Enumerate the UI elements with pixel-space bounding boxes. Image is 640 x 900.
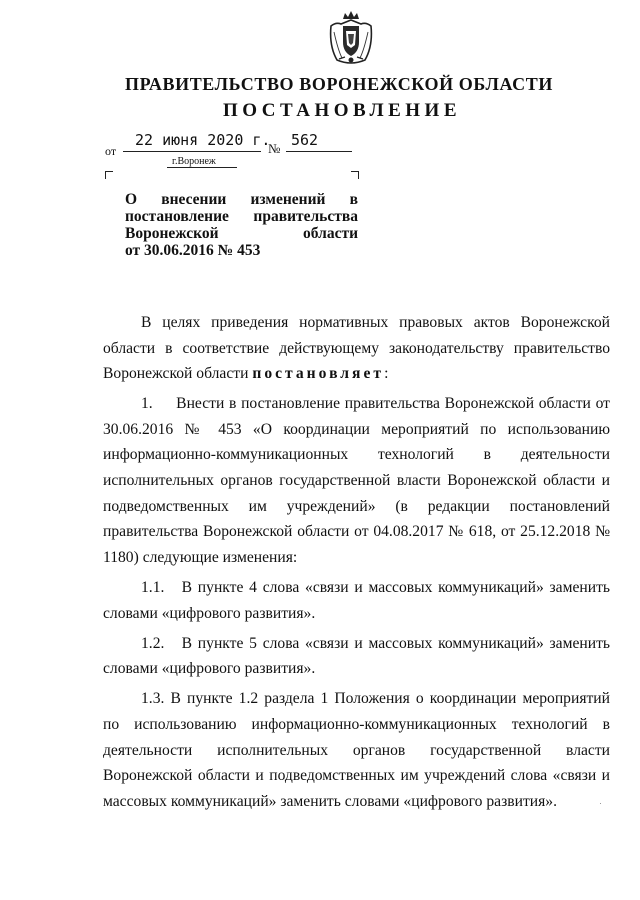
item-1-2-paragraph: 1.2. В пункте 5 слова «связи и массовых коммуникаций» заменить словами «цифрового развития». <box>103 634 610 678</box>
city-underline <box>167 167 237 168</box>
date-underline <box>123 151 261 152</box>
decree-word: постановляет <box>252 365 385 383</box>
item-1-3-paragraph: 1.3. В пункте 1.2 раздела 1 Положения о координации мероприятий по использованию информационно-коммуникационных технологий в деятельности исполнительных органов государственной власти Воронежской области и подведомственных им учреждений слова «связи и массовых коммуникаций» заменить словами «цифрового развития». <box>103 690 610 810</box>
date-value: 22 июня 2020 г. <box>135 131 271 149</box>
subject-line: О внесении изменений в <box>125 191 358 208</box>
item-1-1-paragraph: 1.1. В пункте 4 слова «связи и массовых коммуникаций» заменить словами «цифрового развития». <box>103 578 610 622</box>
number-value: 562 <box>291 131 319 149</box>
number-underline <box>286 151 352 152</box>
intro-text: В целях приведения нормативных правовых актов Воронежской области в соответствие действующему законодательству правительство Воронежской области <box>103 314 610 383</box>
date-prefix: от <box>105 144 117 158</box>
item-1-paragraph: 1. Внести в постановление правительства Воронежской области от 30.06.2016 № 453 «О координации мероприятий по использованию информационно-коммуникационных технологий в деятельности исполнительных органов государственной власти Воронежской области и подведомственных им учреждений» (в редакции постановлений правительства Воронежской области от 04.08.2017 № 618, от 25.12.2018 № 1180) следующие изменения: <box>103 395 610 566</box>
subject-line: Воронежской области <box>125 225 358 242</box>
corner-bracket-left <box>105 171 113 179</box>
coat-of-arms-icon <box>328 10 374 66</box>
intro-end: : <box>384 365 389 383</box>
government-title: ПРАВИТЕЛЬСТВО ВОРОНЕЖСКОЙ ОБЛАСТИ <box>125 74 553 94</box>
intro-paragraph <box>103 310 610 387</box>
document-type-title: ПОСТАНОВЛЕНИЕ <box>222 100 462 121</box>
document-body <box>103 310 610 814</box>
subject-line: от 30.06.2016 № 453 <box>125 242 261 259</box>
document-subject <box>125 191 358 259</box>
city-label: г.Воронеж <box>172 156 216 167</box>
number-prefix: № <box>268 141 281 156</box>
corner-bracket-right <box>351 171 359 179</box>
subject-line: постановление правительства <box>125 208 358 225</box>
scan-speck <box>600 803 601 804</box>
